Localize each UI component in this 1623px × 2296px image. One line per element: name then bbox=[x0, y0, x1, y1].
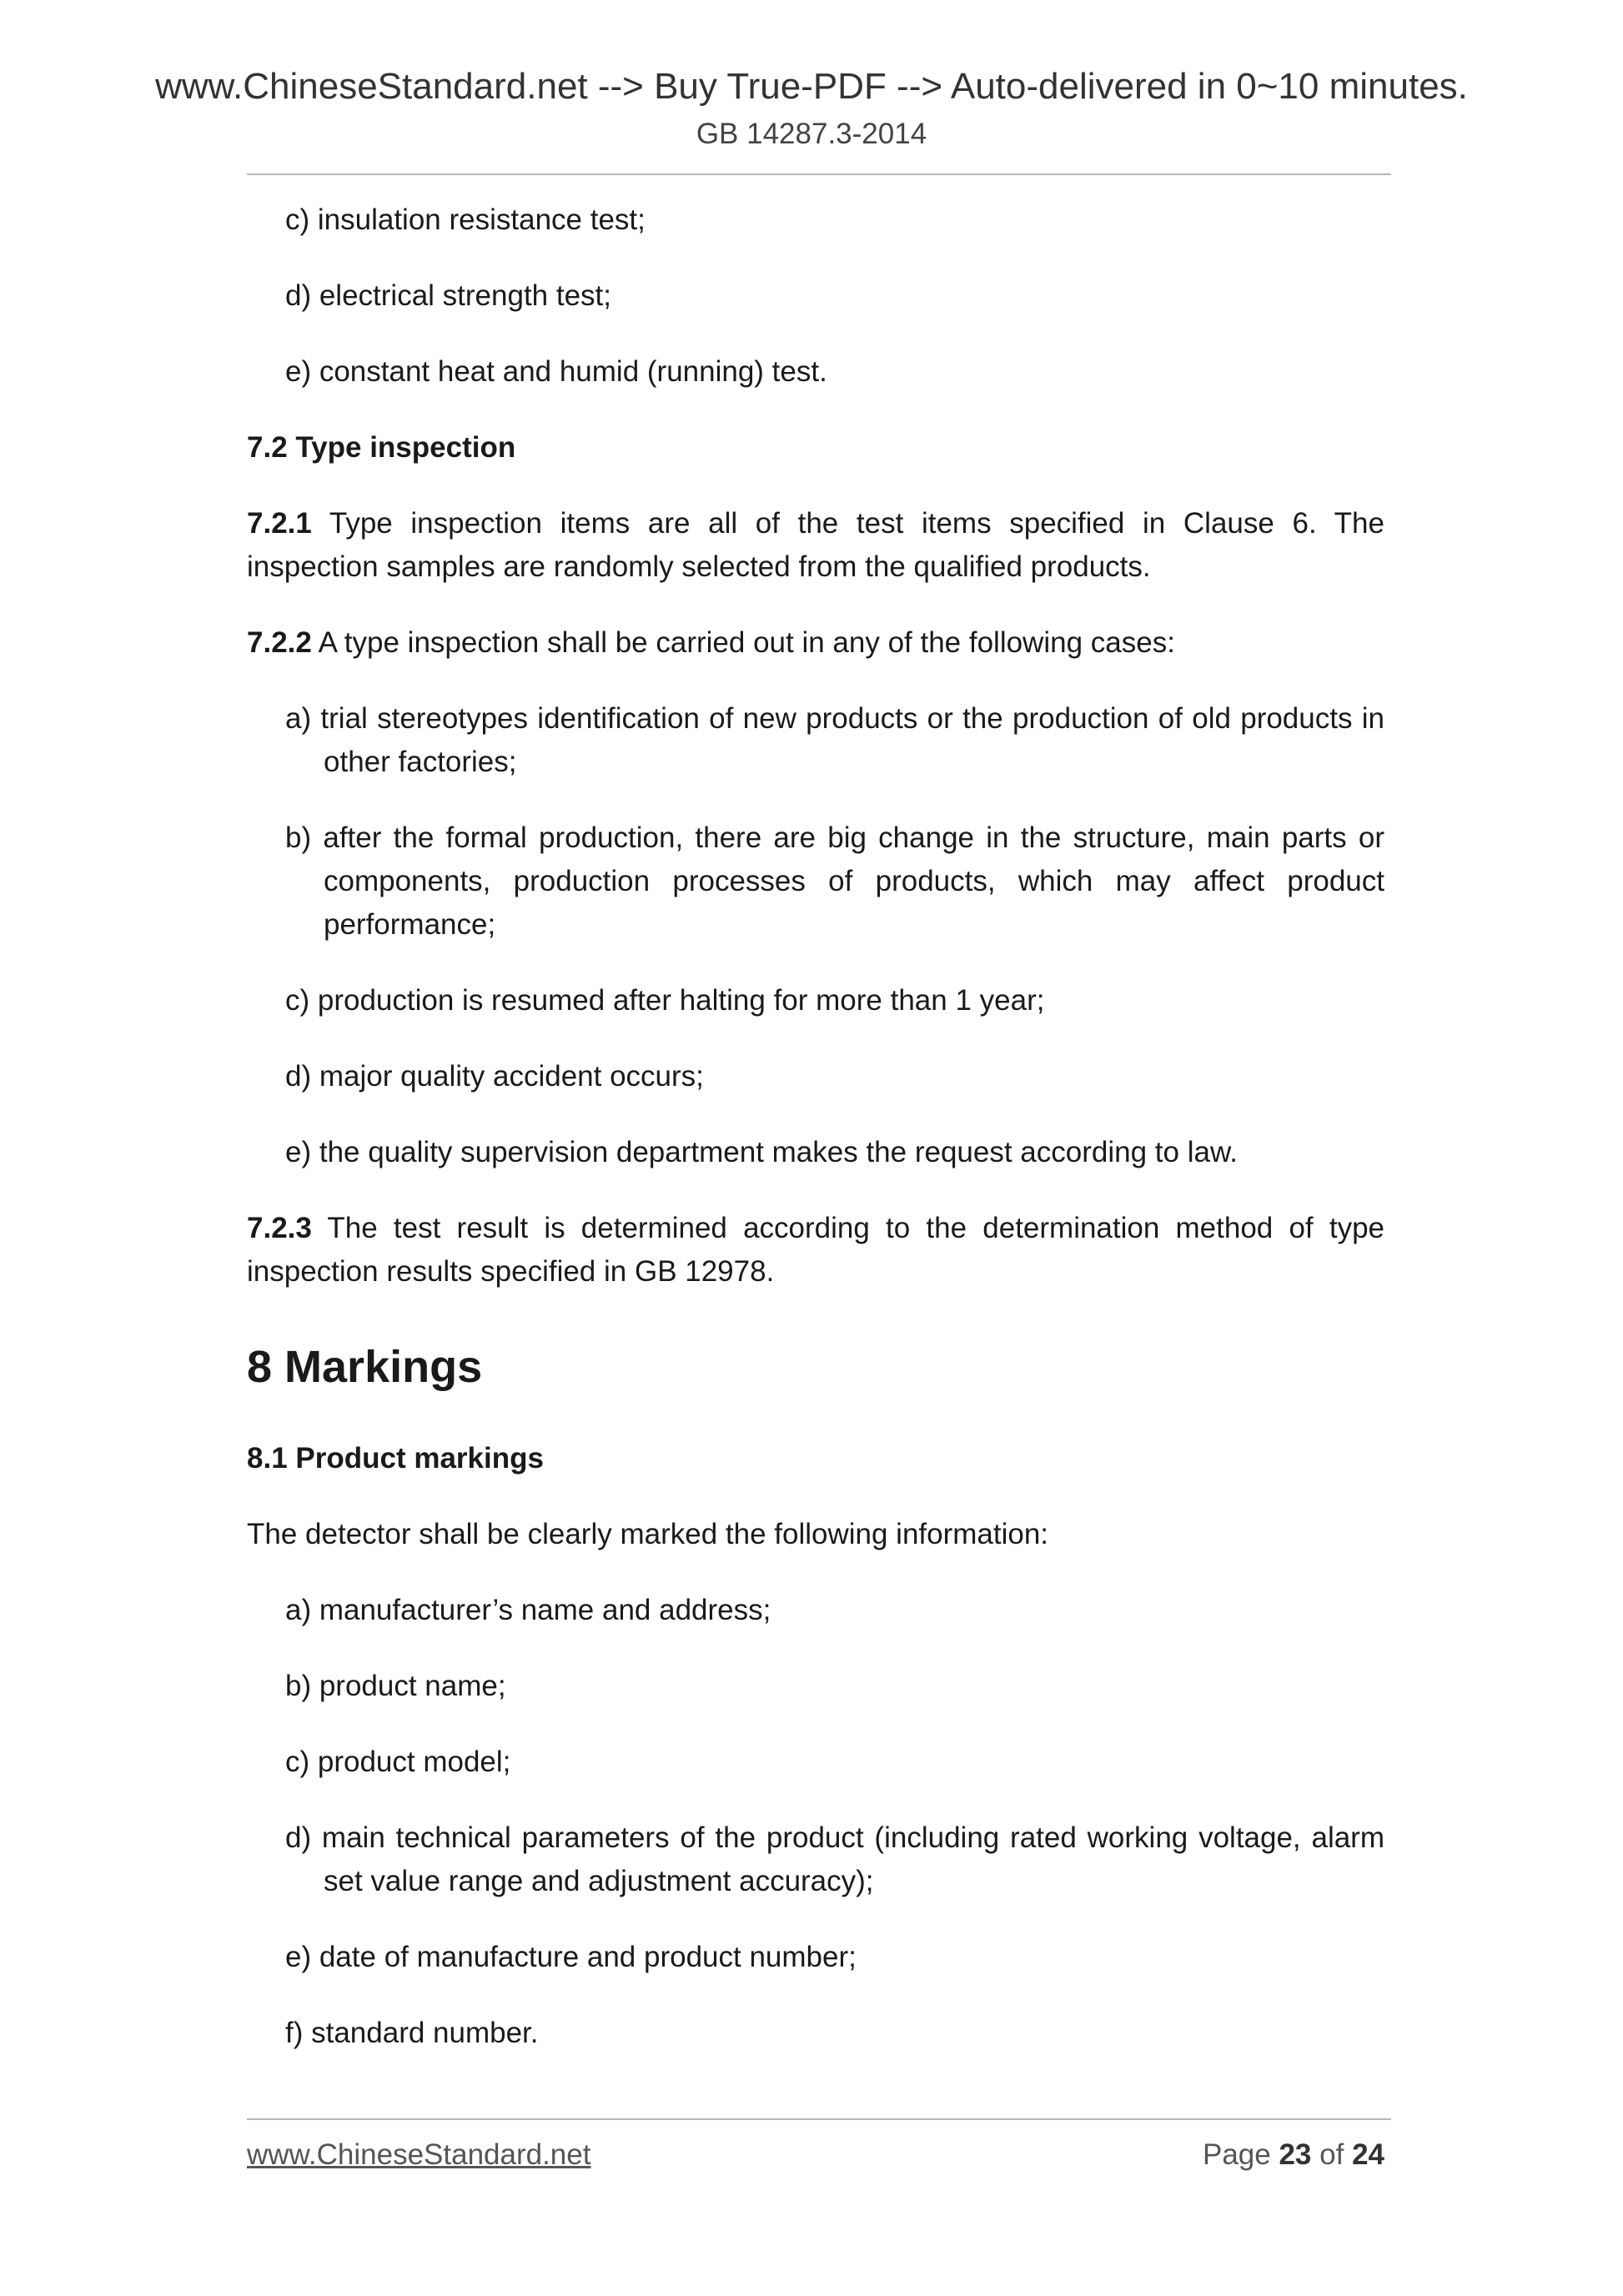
footer-divider bbox=[247, 2118, 1391, 2120]
paragraph-7-2-2 bbox=[247, 621, 1384, 665]
section-heading-8-1: 8.1 Product markings bbox=[247, 1442, 544, 1475]
list-item: e) date of manufacture and product number; bbox=[285, 1941, 857, 1973]
footer-site-link[interactable]: www.ChineseStandard.net bbox=[247, 2138, 591, 2171]
header-banner: www.ChineseStandard.net --> Buy True-PDF --> Auto-delivered in 0~10 minutes. bbox=[155, 66, 1468, 107]
list-item: c) product model; bbox=[285, 1746, 511, 1778]
list-item: c) insulation resistance test; bbox=[285, 203, 646, 236]
section-heading-8: 8 Markings bbox=[247, 1342, 483, 1392]
clause-text: Type inspection items are all of the test items specified in Clause 6. The inspection samples are randomly selected from the qualified products. bbox=[247, 507, 1384, 583]
list-item: b) product name; bbox=[285, 1670, 506, 1702]
clause-number: 7.2.3 bbox=[247, 1212, 312, 1244]
document-body bbox=[247, 198, 1384, 2088]
list-item: e) constant heat and humid (running) test. bbox=[285, 355, 827, 388]
page-number bbox=[1203, 2137, 1384, 2173]
list-item: c) production is resumed after halting for more than 1 year; bbox=[285, 984, 1045, 1017]
list-item: d) major quality accident occurs; bbox=[285, 1060, 704, 1093]
clause-text: A type inspection shall be carried out in any of the following cases: bbox=[311, 626, 1175, 659]
clause-number: 7.2.1 bbox=[247, 507, 312, 540]
paragraph-7-2-3 bbox=[247, 1207, 1384, 1294]
list-item: e) the quality supervision department makes the request according to law. bbox=[285, 1136, 1239, 1168]
clause-number: 7.2.2 bbox=[247, 626, 312, 659]
paragraph-8-1-intro: The detector shall be clearly marked the following information: bbox=[247, 1518, 1049, 1550]
list-item: a) manufacturer’s name and address; bbox=[285, 1594, 771, 1626]
page-total: 24 bbox=[1352, 2138, 1384, 2171]
page-of-label: of bbox=[1319, 2138, 1344, 2171]
list-item: b) after the formal production, there are big change in the structure, main parts or components, production processes of products, which may affect product performance; bbox=[285, 821, 1384, 941]
clause-text: The test result is determined according to the determination method of type inspection results specified in GB 12978. bbox=[247, 1212, 1384, 1288]
section-heading-7-2: 7.2 Type inspection bbox=[247, 431, 516, 464]
header-divider bbox=[247, 173, 1391, 175]
page-current: 23 bbox=[1279, 2138, 1312, 2171]
list-item: d) electrical strength test; bbox=[285, 279, 611, 312]
paragraph-7-2-1 bbox=[247, 502, 1384, 589]
list-item: a) trial stereotypes identification of new products or the production of old products in other factories; bbox=[285, 702, 1384, 778]
list-item: d) main technical parameters of the product (including rated working voltage, alarm set value range and adjustment accuracy); bbox=[285, 1821, 1384, 1897]
list-item: f) standard number. bbox=[285, 2017, 539, 2049]
page-label: Page bbox=[1202, 2138, 1271, 2171]
standard-id: GB 14287.3-2014 bbox=[696, 118, 927, 150]
